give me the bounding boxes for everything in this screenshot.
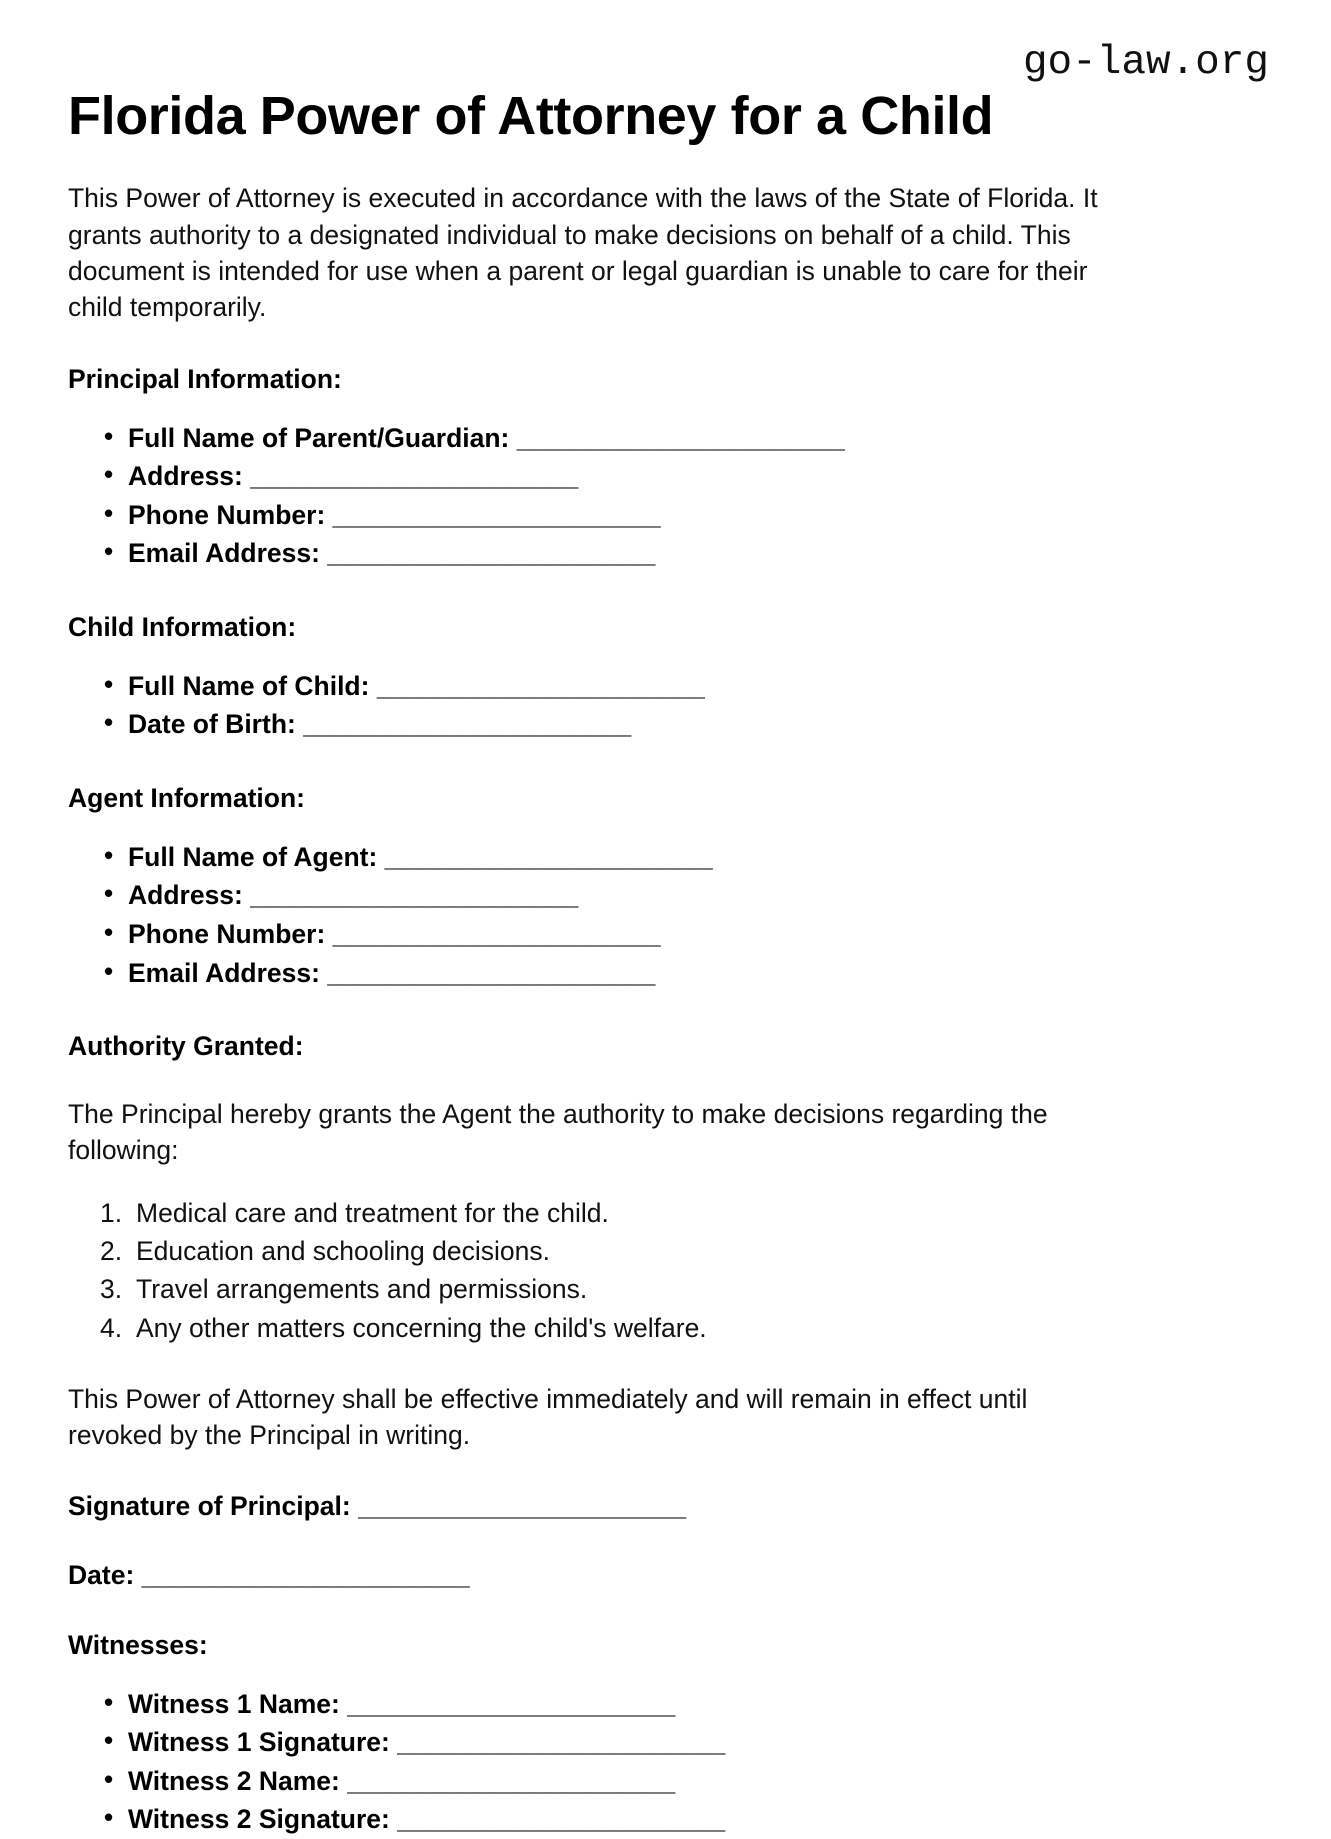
list-item: Education and schooling decisions. bbox=[136, 1236, 550, 1267]
field-blank-line[interactable]: _______________________ bbox=[376, 670, 705, 701]
list-item bbox=[68, 667, 1188, 706]
section-heading-principal: Principal Information: bbox=[68, 363, 342, 394]
field-label: Email Address: bbox=[128, 538, 320, 569]
field-blank-line[interactable]: _______________________ bbox=[516, 422, 845, 453]
field-blank-line[interactable]: _______________________ bbox=[250, 880, 578, 911]
field-label: Full Name of Parent/Guardian: bbox=[128, 422, 510, 453]
field-blank-line[interactable]: _______________________ bbox=[397, 1727, 725, 1758]
page-title: Florida Power of Attorney for a Child bbox=[68, 86, 994, 146]
list-item bbox=[68, 1800, 1188, 1839]
signature-of-principal-line bbox=[68, 1453, 1188, 1522]
list-item bbox=[68, 705, 1188, 744]
authority-item-list bbox=[68, 1168, 1188, 1347]
list-item bbox=[68, 534, 1188, 573]
signature-blank-line[interactable]: _______________________ bbox=[358, 1490, 686, 1521]
field-label: Date of Birth: bbox=[128, 709, 296, 740]
witness-field-list bbox=[68, 1661, 1188, 1839]
section-heading-witnesses: Witnesses: bbox=[68, 1629, 208, 1660]
section-heading-authority: Authority Granted: bbox=[68, 1031, 304, 1062]
list-item: Any other matters concerning the child's welfare. bbox=[136, 1312, 707, 1343]
field-label: Phone Number: bbox=[128, 499, 326, 530]
field-blank-line[interactable]: _______________________ bbox=[347, 1765, 675, 1796]
list-item bbox=[68, 838, 1188, 877]
field-blank-line[interactable]: _______________________ bbox=[250, 461, 578, 492]
field-label: Witness 1 Name: bbox=[128, 1688, 340, 1719]
field-label: Full Name of Agent: bbox=[128, 841, 378, 872]
field-blank-line[interactable]: _______________________ bbox=[327, 957, 655, 988]
list-item bbox=[68, 876, 1188, 915]
field-label: Witness 2 Name: bbox=[128, 1765, 340, 1796]
list-item bbox=[68, 1762, 1188, 1801]
field-label: Full Name of Child: bbox=[128, 670, 370, 701]
field-blank-line[interactable]: _______________________ bbox=[303, 709, 631, 740]
intro-paragraph: This Power of Attorney is executed in accordance with the laws of the State of Florida. It grants authority to a designated individual to make decisions on behalf of a child. This document is intended for use when a parent or legal guardian is unable to care for their child temporarily. bbox=[68, 183, 1098, 322]
signature-label: Signature of Principal: bbox=[68, 1490, 351, 1521]
date-label: Date: bbox=[68, 1559, 135, 1590]
principal-field-list bbox=[68, 395, 1188, 573]
child-field-list bbox=[68, 643, 1188, 744]
list-item: Travel arrangements and permissions. bbox=[136, 1274, 588, 1305]
field-blank-line[interactable]: _______________________ bbox=[347, 1688, 675, 1719]
field-label: Email Address: bbox=[128, 957, 320, 988]
document-content bbox=[68, 0, 1188, 1839]
field-blank-line[interactable]: _______________________ bbox=[397, 1804, 725, 1835]
list-item bbox=[68, 915, 1188, 954]
field-blank-line[interactable]: _______________________ bbox=[332, 499, 661, 530]
site-watermark: go-law.org bbox=[1022, 40, 1269, 86]
field-blank-line[interactable]: _______________________ bbox=[384, 841, 713, 872]
list-item bbox=[68, 457, 1188, 496]
authority-intro-paragraph: The Principal hereby grants the Agent the authority to make decisions regarding the following: bbox=[68, 1099, 1048, 1166]
field-blank-line[interactable]: _______________________ bbox=[327, 538, 655, 569]
list-item bbox=[68, 954, 1188, 993]
list-item bbox=[68, 1723, 1188, 1762]
field-label: Address: bbox=[128, 880, 243, 911]
list-item bbox=[68, 419, 1188, 458]
list-item bbox=[68, 496, 1188, 535]
list-item: Medical care and treatment for the child. bbox=[136, 1198, 609, 1229]
effective-paragraph: This Power of Attorney shall be effective immediately and will remain in effect until revoked by the Principal in writing. bbox=[68, 1383, 1028, 1450]
list-item bbox=[68, 1685, 1188, 1724]
field-label: Address: bbox=[128, 461, 243, 492]
agent-field-list bbox=[68, 814, 1188, 992]
field-label: Phone Number: bbox=[128, 918, 326, 949]
section-heading-agent: Agent Information: bbox=[68, 782, 305, 813]
field-label: Witness 1 Signature: bbox=[128, 1727, 390, 1758]
date-line bbox=[68, 1522, 1188, 1591]
field-blank-line[interactable]: _______________________ bbox=[332, 918, 661, 949]
date-blank-line[interactable]: _______________________ bbox=[141, 1559, 470, 1590]
field-label: Witness 2 Signature: bbox=[128, 1804, 390, 1835]
section-heading-child: Child Information: bbox=[68, 611, 297, 642]
